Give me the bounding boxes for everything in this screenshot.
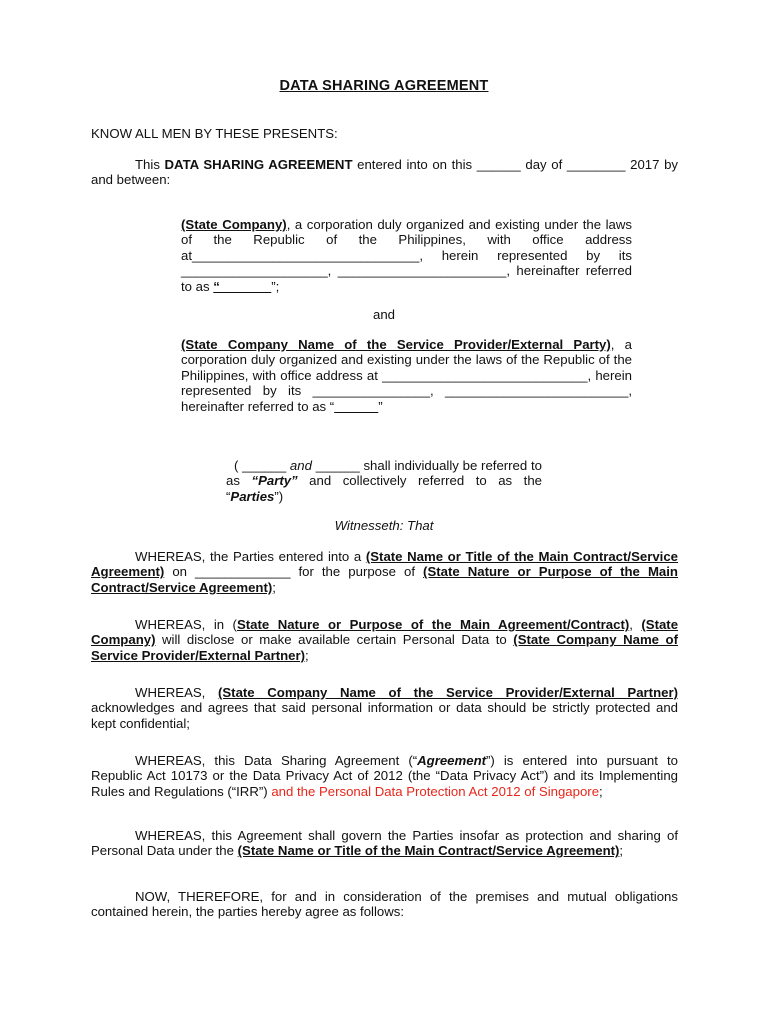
w2-g: ; [305,647,309,663]
w1-e: ; [272,579,276,595]
w1-a: WHEREAS, the Parties entered into a [135,549,366,564]
opening-rest: entered into on this ______ day of ________ 2017 by and between: [91,157,678,188]
now-therefore [91,889,678,920]
w4-a: WHEREAS, this Data Sharing Agreement (“ [135,753,418,768]
note-p1: ( ______ [234,458,290,473]
opening-paragraph [91,157,678,188]
whereas-5 [91,828,678,859]
whereas-1 [91,549,678,595]
opening-agreement-name: DATA SHARING AGREEMENT [164,157,353,172]
w4-c: ”) is entered into pursuant to Republic Act 10173 or the Data Privacy Act of 2012 (the “Data Privacy Act”) and its Implementing Rules and Regulations (“IRR”) [91,753,679,799]
document-title: DATA SHARING AGREEMENT [279,78,489,94]
w3-b: (State Company Name of the Service Provider/External Partner) [217,685,678,700]
parties-note [226,458,542,504]
w4-b: Agreement [417,753,487,768]
whereas-3 [91,685,678,731]
w5-b: (State Name or Title of the Main Contract/Service Agreement) [237,843,620,859]
party2-name: (State Company Name of the Service Provider/External Party) [181,337,611,352]
w5-c: ; [619,843,624,859]
w3-c: acknowledges and agrees that said personal information or data should be strictly protected and kept confidential; [91,700,678,731]
w2-b: State Nature or Purpose of the Main Agreement/Contract) [236,617,630,632]
w4-e: ; [599,783,603,799]
note-p4: ”) [274,488,284,504]
note-and: and [289,458,312,473]
w1-c: on _____________ for the purpose of [164,564,424,580]
party1-ref-end: ”; [271,278,280,294]
party2-ref: ______ [334,398,379,414]
w1-b: (State Name or Title of the Main Contract/Service Agreement) [91,549,678,580]
w2-e: will disclose or make available certain Personal Data to [155,632,514,648]
w2-a: WHEREAS, in ( [135,617,237,632]
w3-a: WHEREAS, [135,685,218,700]
w1-d: (State Nature or Purpose of the Main Contract/Service Agreement) [91,564,678,595]
whereas-4 [91,753,678,799]
w2-d: (State Company) [91,617,679,648]
w4-d-highlight: and the Personal Data Protection Act 2012 of Singapore [271,783,600,799]
note-parties: Parties [230,488,275,504]
party2-paragraph [181,337,632,414]
party2-ref-end: ” [378,398,383,414]
party2-text: , a corporation duly organized and existing under the laws of the Republic of the Philippines, with office address at ____________________________, herein represented by its ________________, _________________________, hereinafter referred to as “ [181,337,632,414]
party1-paragraph [181,217,632,294]
note-p2: ______ shall individually be referred to as [226,458,542,489]
party1-name: (State Company) [181,217,287,232]
w5-a: WHEREAS, this Agreement shall govern the Parties insofar as protection and sharing of Personal Data under the [91,828,678,859]
party1-ref: “_______ [213,278,272,294]
note-party: “Party” [251,473,298,489]
and-label: and [372,307,395,322]
party1-text: , a corporation duly organized and existing under the laws of the Republic of the Philippines, with office address at_______________________________, herein represented by its ____________________, _______________________, hereinafter referred to as [181,217,632,294]
now-therefore-text: NOW, THEREFORE, for and in consideration of the premises and mutual obligations contained herein, the parties hereby agree as follows: [91,889,678,920]
w2-f: (State Company Name of Service Provider/External Partner) [91,632,678,663]
witnesseth: Witnesseth: That [334,518,434,533]
w2-c: , [629,617,642,632]
whereas-2 [91,617,678,663]
intro-line: KNOW ALL MEN BY THESE PRESENTS: [91,126,338,141]
note-p3: and collectively referred to as the “ [226,473,543,504]
opening-this: This [135,157,165,172]
